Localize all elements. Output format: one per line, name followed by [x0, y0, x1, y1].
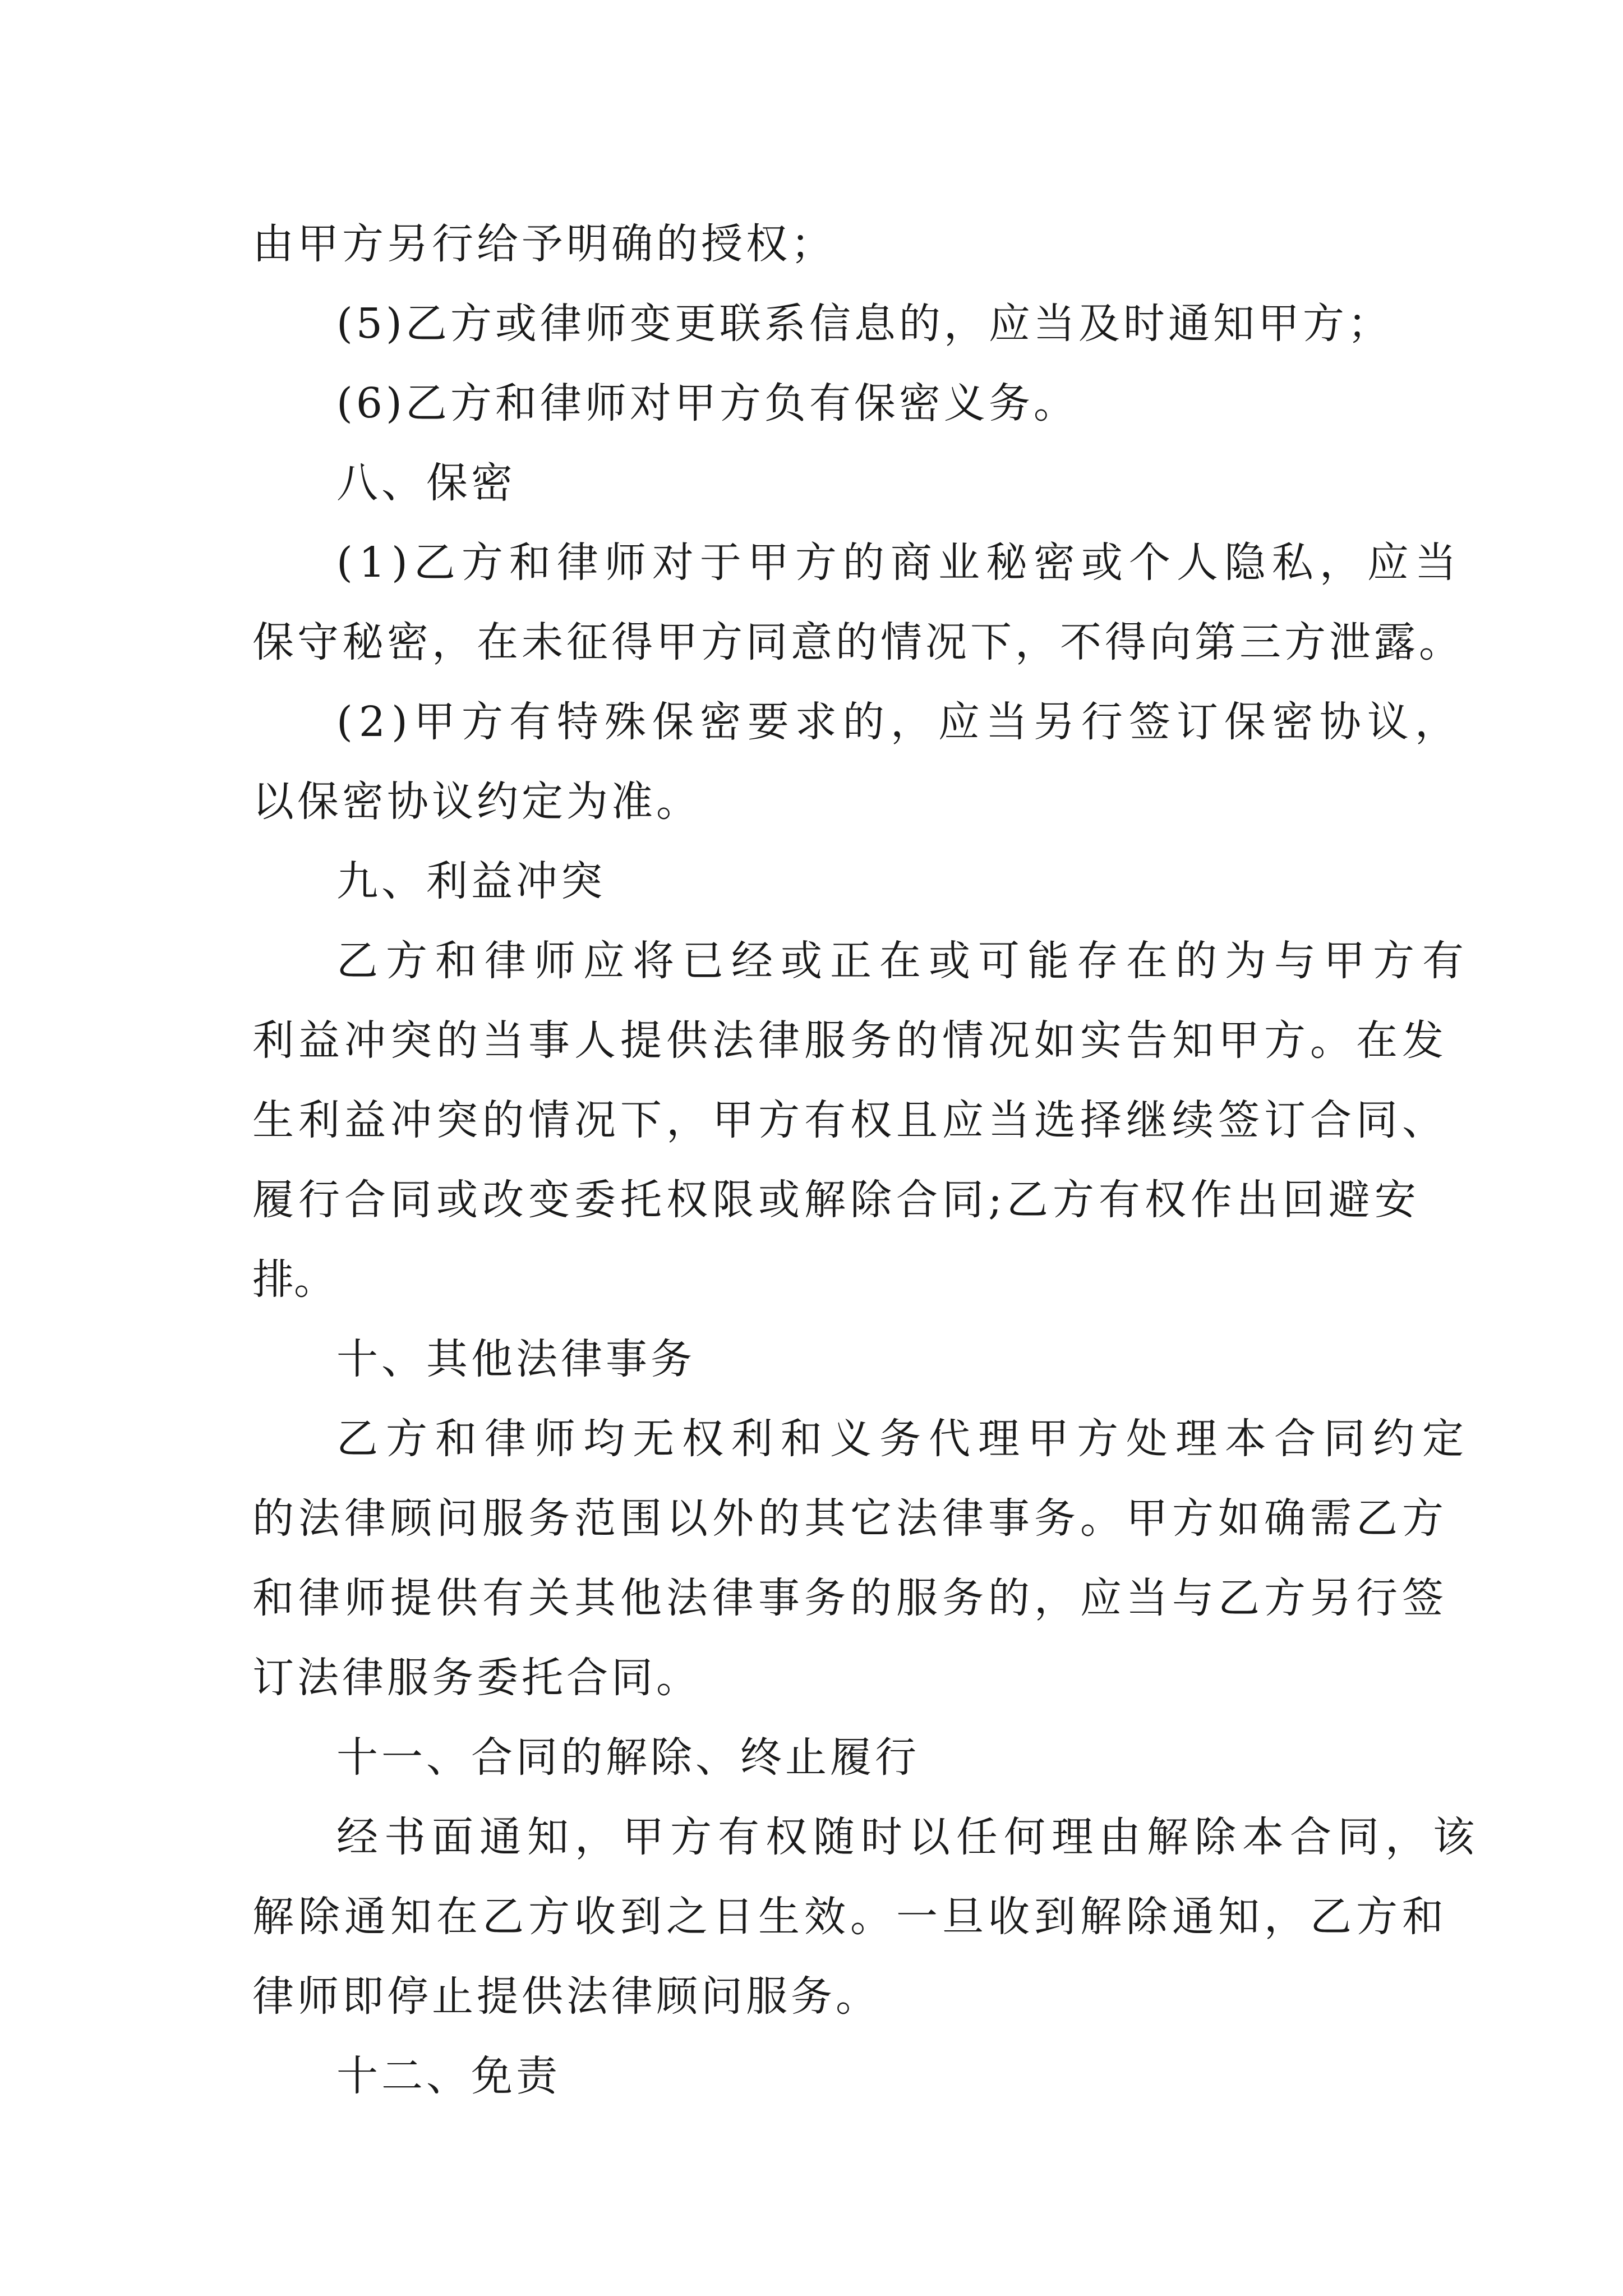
text-line: 乙方和律师应将已经或正在或可能存在的为与甲方有: [336, 937, 1472, 985]
section-heading: 八、保密: [336, 459, 516, 507]
text-line: 以保密协议约定为准。: [252, 777, 701, 826]
text-line: 经书面通知，甲方有权随时以任何理由解除本合同，该: [336, 1813, 1481, 1861]
text-line: 和律师提供有关其他法律事务的服务的，应当与乙方另行签: [252, 1574, 1448, 1622]
text-line: 保守秘密，在未征得甲方同意的情况下，不得向第三方泄露。: [252, 618, 1464, 666]
text-line: (1)乙方和律师对于甲方的商业秘密或个人隐私，应当: [336, 539, 1463, 587]
text-line: (5)乙方或律师变更联系信息的，应当及时通知甲方；: [336, 300, 1393, 348]
text-line: 排。: [252, 1255, 335, 1304]
text-line: (6)乙方和律师对甲方负有保密义务。: [336, 379, 1078, 427]
section-heading: 十一、合同的解除、终止履行: [336, 1733, 920, 1782]
section-heading: 十二、免责: [336, 2052, 561, 2100]
text-line: 订法律服务委托合同。: [252, 1654, 701, 1702]
text-line: 乙方和律师均无权利和义务代理甲方处理本合同约定: [336, 1415, 1472, 1463]
text-line: 的法律顾问服务范围以外的其它法律事务。甲方如确需乙方: [252, 1494, 1448, 1543]
text-line: 生利益冲突的情况下，甲方有权且应当选择继续签订合同、: [252, 1096, 1448, 1144]
text-line: 履行合同或改变委托权限或解除合同;乙方有权作出回避安: [252, 1176, 1421, 1224]
text-line: (2)甲方有特殊保密要求的，应当另行签订保密协议，: [336, 698, 1463, 746]
text-line: 由甲方另行给予明确的授权；: [252, 220, 836, 268]
text-line: 利益冲突的当事人提供法律服务的情况如实告知甲方。在发: [252, 1016, 1448, 1065]
section-heading: 九、利益冲突: [336, 857, 606, 905]
section-heading: 十、其他法律事务: [336, 1335, 695, 1383]
text-line: 律师即停止提供法律顾问服务。: [252, 1972, 880, 2021]
text-line: 解除通知在乙方收到之日生效。一旦收到解除通知，乙方和: [252, 1893, 1448, 1941]
